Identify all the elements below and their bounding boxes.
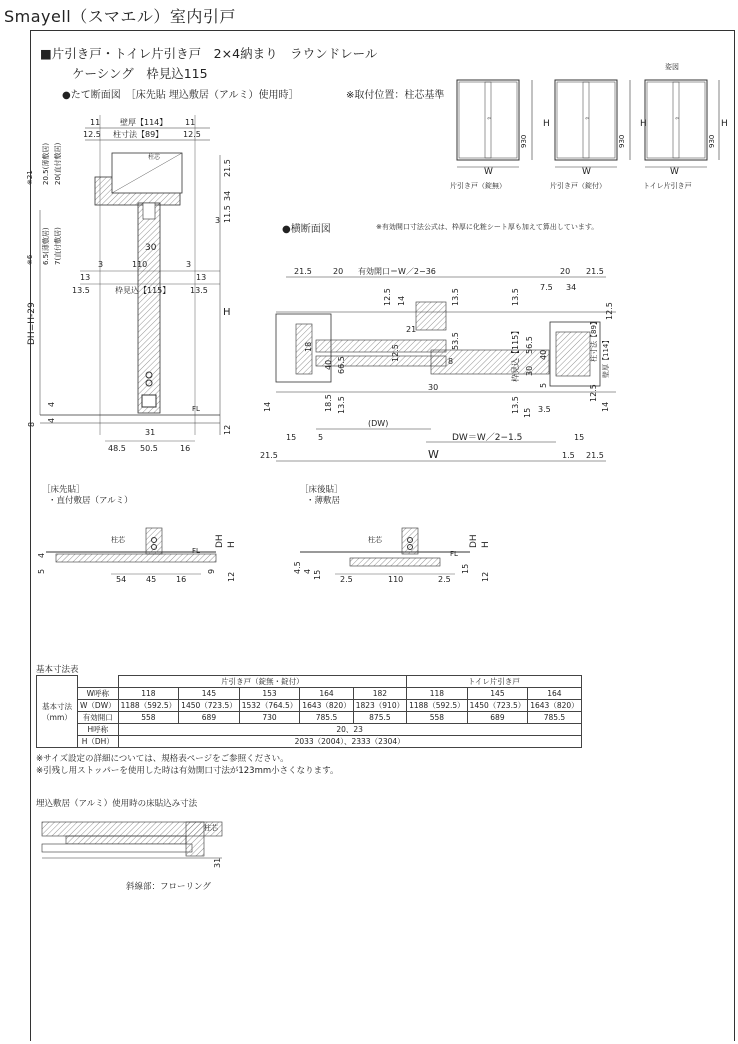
es-dim: 31 <box>213 857 222 868</box>
fd-right-dim-3: 15 <box>313 569 322 580</box>
hs-left-9: 13.5 <box>337 396 346 414</box>
fd-right-pillar: 柱芯 <box>368 536 382 544</box>
elevation-1 <box>450 80 550 190</box>
hs-left-11: 15 <box>286 433 297 442</box>
vs-top-dim-3: 11 <box>185 118 196 127</box>
elevation-label: 姿図 <box>665 63 679 71</box>
svg-text:⇦: ⇦ <box>675 116 680 122</box>
hs-left-5: 40 <box>324 359 333 370</box>
elevation-1-caption: 片引き戸（錠無） <box>450 182 506 190</box>
vs-fl: FL <box>192 405 200 413</box>
fd-left-h: H <box>227 541 237 548</box>
fd-right-fl: FL <box>450 550 458 558</box>
fd-right-h: H <box>481 541 491 548</box>
elevation-3-h-value: 930 <box>708 134 716 148</box>
hs-center-3: 8 <box>448 357 454 366</box>
heading-line-1: ■片引き戸・トイレ片引き戸 2×4納まり ラウンドレール <box>40 46 378 61</box>
vs-mid-1: 30 <box>145 243 157 253</box>
table-row-label: W（DW） <box>78 700 119 712</box>
hs-right-5: 56.5 <box>525 336 534 354</box>
table-cell: 1188（592.5） <box>118 700 179 712</box>
vs-top-dim-6: 12.5 <box>183 130 201 139</box>
table-cell: 730 <box>239 712 300 724</box>
vs-top-dim-1: 11 <box>90 118 101 127</box>
elevation-drawings <box>440 70 730 210</box>
fd-left-dim-2: 5 <box>37 568 46 574</box>
elevation-1-h-value: 930 <box>520 134 528 148</box>
table-cell: 145 <box>467 688 528 700</box>
fd-left-dim-7: 12 <box>227 571 236 582</box>
vs-mid-8: 枠見込【115】 <box>115 286 171 295</box>
hs-right-4: 枠見込【115】 <box>511 326 520 382</box>
fd-left-dim-5: 16 <box>176 575 187 584</box>
table-group-header-2: トイレ片引き戸 <box>407 676 582 688</box>
vs-right-2: 34 <box>223 190 232 201</box>
flooring-note: 斜線部：フローリング <box>126 882 211 892</box>
page-title: Smayell（スマエル）室内引戸 <box>4 7 236 26</box>
table-row <box>37 688 582 700</box>
vs-top-dim-5: 柱寸法【89】 <box>113 130 164 139</box>
vs-right-1: 21.5 <box>223 159 232 177</box>
elevation-3 <box>643 80 728 190</box>
table-cell: 785.5 <box>300 712 353 724</box>
hs-right-3: 34 <box>566 283 577 292</box>
vs-mid-3: 110 <box>132 260 148 269</box>
hs-left-4: 18 <box>304 341 313 352</box>
vs-dh: DH=H-29 <box>27 302 37 345</box>
vs-note-4: ※6 <box>26 254 34 265</box>
dimension-table <box>36 675 582 748</box>
elevation-1-h: H <box>543 119 550 129</box>
vs-mid-9: 13.5 <box>190 286 208 295</box>
table-note-1: ※サイズ設定の詳細については、規格表ページをご参照ください。 <box>36 754 289 764</box>
elevation-3-caption: トイレ片引き戸 <box>643 182 692 190</box>
table-cell: 164 <box>528 688 581 700</box>
fd-left-fl: FL <box>192 547 200 555</box>
table-cell: 1643（820） <box>300 700 353 712</box>
horizontal-section-drawing <box>256 262 616 468</box>
fd-left-dim-3: 54 <box>116 575 127 584</box>
elevation-1-w: W <box>484 167 493 177</box>
vertical-section-drawing <box>20 105 250 465</box>
table-cell: 558 <box>407 712 468 724</box>
table-cell: 145 <box>179 688 240 700</box>
embedded-sill-title: 埋込敷居（アルミ）使用時の床貼込み寸法 <box>36 799 198 809</box>
floor-detail-right-header: ［床後貼］ <box>300 485 343 495</box>
hs-right-14: 壁厚【114】 <box>602 336 610 378</box>
vs-bottom-4: 48.5 <box>108 444 126 453</box>
hs-right-1: 13.5 <box>511 288 520 306</box>
table-cell: 1532（764.5） <box>239 700 300 712</box>
mount-position-note: ※取付位置：柱芯基準 <box>346 90 445 101</box>
vs-bottom-3: 31 <box>145 428 156 437</box>
vs-bottom-1: 4 <box>47 401 56 407</box>
elevation-3-w: W <box>670 167 679 177</box>
hs-right-7: 5 <box>539 382 548 388</box>
elevation-2-h: H <box>640 119 647 129</box>
vs-pillar-center: 柱芯 <box>148 154 161 161</box>
hs-right-10: 15 <box>523 407 532 418</box>
table-row <box>37 712 582 724</box>
hs-top-5: 21.5 <box>586 267 604 276</box>
table-row-label: 有効開口 <box>78 712 119 724</box>
hs-bottom-1: (DW) <box>368 419 389 428</box>
dimension-table-title: 基本寸法表 <box>36 665 79 675</box>
hs-left-13: 5 <box>318 433 324 442</box>
vs-right-4: 3 <box>215 216 221 225</box>
hs-bottom-5: 15 <box>574 433 585 442</box>
vs-mid-4: 3 <box>186 260 192 269</box>
table-cell: 558 <box>118 712 179 724</box>
fd-left-dh: DH <box>215 534 225 548</box>
vs-note-8: 8 <box>27 421 36 427</box>
elevation-2-w: W <box>582 167 591 177</box>
hs-bottom-4: W <box>428 448 439 461</box>
elevation-3-h: H <box>721 119 728 129</box>
table-cell: 1823（910） <box>353 700 406 712</box>
table-cell: 1450（723.5） <box>179 700 240 712</box>
hs-top-2: 20 <box>333 267 344 276</box>
hs-left-2: 14 <box>397 295 406 306</box>
hs-left-10: 14 <box>263 401 272 412</box>
vs-note-1: ※21 <box>26 170 34 185</box>
vertical-section-title: ●たて断面図 ［床先貼 埋込敷居（アルミ）使用時］ <box>62 90 299 101</box>
table-cell: 1188（592.5） <box>407 700 468 712</box>
hs-right-11: 3.5 <box>538 405 551 414</box>
hs-center-4: 30 <box>428 383 439 392</box>
hs-right-13: 柱寸法【89】 <box>590 318 598 362</box>
vs-mid-7: 13.5 <box>72 286 90 295</box>
vs-bottom-6: 16 <box>180 444 191 453</box>
hs-left-3: 21 <box>406 325 417 334</box>
vs-note-3: 20(直付敷居) <box>54 142 62 185</box>
fd-right-dim-5: 110 <box>388 575 404 584</box>
horizontal-section-title: ●横断面図 <box>282 224 331 235</box>
fd-left-dim-6: 9 <box>207 568 216 574</box>
hs-top-1: 21.5 <box>294 267 312 276</box>
table-row <box>37 736 582 748</box>
hs-top-4: 20 <box>560 267 571 276</box>
fd-right-dim-8: 12 <box>481 571 490 582</box>
fd-left-pillar: 柱芯 <box>111 536 125 544</box>
vs-note-5: 6.5(薄敷居) <box>42 227 50 265</box>
es-pillar: 柱芯 <box>204 824 218 832</box>
vs-bottom-5: 50.5 <box>140 444 158 453</box>
hs-left-7: 12.5 <box>391 344 400 362</box>
fd-right-dim-7: 15 <box>461 563 470 574</box>
table-cell: 689 <box>467 712 528 724</box>
hs-left-1: 12.5 <box>383 288 392 306</box>
effective-opening-note: ※有効開口寸法公式は、枠厚に化粧シート厚も加えて算出しています。 <box>376 223 599 231</box>
fd-right-dim-1: 4.5 <box>293 561 302 574</box>
vs-note-6: 7(直付敷居) <box>54 227 62 265</box>
fd-right-dim-4: 2.5 <box>340 575 353 584</box>
hs-left-6: 66.5 <box>337 356 346 374</box>
vs-note-2: 20.5(薄敷居) <box>42 142 50 185</box>
vs-right-12: 12 <box>223 424 232 435</box>
table-cell: 153 <box>239 688 300 700</box>
fd-left-dim-1: 4 <box>37 552 46 558</box>
table-group-header-1: 片引き戸（錠無・錠付） <box>118 676 407 688</box>
elevation-2-caption: 片引き戸（錠付） <box>550 182 606 190</box>
floor-detail-left-drawing <box>36 508 246 593</box>
table-row <box>37 700 582 712</box>
table-note-2: ※引残し用ストッパーを使用した時は有効開口寸法が123mm小さくなります。 <box>36 766 339 776</box>
hs-right-6: 40 <box>539 349 548 360</box>
fd-right-dim-6: 2.5 <box>438 575 451 584</box>
table-row-label: H（DH） <box>78 736 119 748</box>
floor-detail-right-drawing <box>290 508 500 593</box>
heading-line-2: ケーシング 枠見込115 <box>72 66 208 81</box>
svg-text:⇦: ⇦ <box>585 116 590 122</box>
table-cell: 118 <box>407 688 468 700</box>
table-cell: 689 <box>179 712 240 724</box>
table-cell: 164 <box>300 688 353 700</box>
vs-mid-5: 13 <box>80 273 91 282</box>
vs-bottom-2: 4 <box>47 417 56 423</box>
table-row-label: H呼称 <box>78 724 119 736</box>
hs-right-12: 12.5 <box>605 302 614 320</box>
table-row <box>37 724 582 736</box>
hs-left-8: 18.5 <box>324 394 333 412</box>
table-cell: 20、23 <box>118 724 581 736</box>
vs-right-3: 11.5 <box>223 205 232 223</box>
elevation-2-h-value: 930 <box>618 134 626 148</box>
table-cell: 1450（723.5） <box>467 700 528 712</box>
vs-right-h: H <box>223 307 231 318</box>
floor-detail-left-header: ［床先貼］ <box>42 485 85 495</box>
hs-bottom-6: 21.5 <box>586 451 604 460</box>
floor-detail-right-subtitle: ・薄敷居 <box>306 496 341 506</box>
hs-top-3: 有効開口＝W／2−36 <box>358 267 436 276</box>
hs-right-2: 7.5 <box>540 283 553 292</box>
table-cell: 875.5 <box>353 712 406 724</box>
vs-top-dim-2: 壁厚【114】 <box>120 118 168 127</box>
table-cell: 118 <box>118 688 179 700</box>
vs-mid-2: 3 <box>98 260 104 269</box>
table-cell: 182 <box>353 688 406 700</box>
hs-right-15: 12.5 <box>589 384 598 402</box>
hs-left-12: 21.5 <box>260 451 278 460</box>
vs-mid-6: 13 <box>196 273 207 282</box>
elevation-2 <box>550 80 647 190</box>
fd-left-dim-4: 45 <box>146 575 157 584</box>
fd-right-dim-2: 4 <box>303 568 312 574</box>
hs-right-8: 30 <box>525 365 534 376</box>
table-cell: 785.5 <box>528 712 581 724</box>
hs-bottom-2: DW＝W／2−1.5 <box>452 433 523 443</box>
fd-right-dh: DH <box>469 534 479 548</box>
svg-text:⇦: ⇦ <box>487 116 492 122</box>
table-row-group-header: 基本寸法 （mm） <box>37 676 78 748</box>
table-row-label: W呼称 <box>78 688 119 700</box>
hs-center-2: 53.5 <box>451 332 460 350</box>
hs-right-16: 14 <box>601 401 610 412</box>
embedded-sill-drawing <box>36 812 236 874</box>
hs-right-9: 13.5 <box>511 396 520 414</box>
vs-top-dim-4: 12.5 <box>83 130 101 139</box>
table-cell: 1643（820） <box>528 700 581 712</box>
floor-detail-left-subtitle: ・直付敷居（アルミ） <box>48 496 133 506</box>
table-cell: 2033（2004）、2333（2304） <box>118 736 581 748</box>
hs-center-1: 13.5 <box>451 288 460 306</box>
hs-bottom-3: 1.5 <box>562 451 575 460</box>
